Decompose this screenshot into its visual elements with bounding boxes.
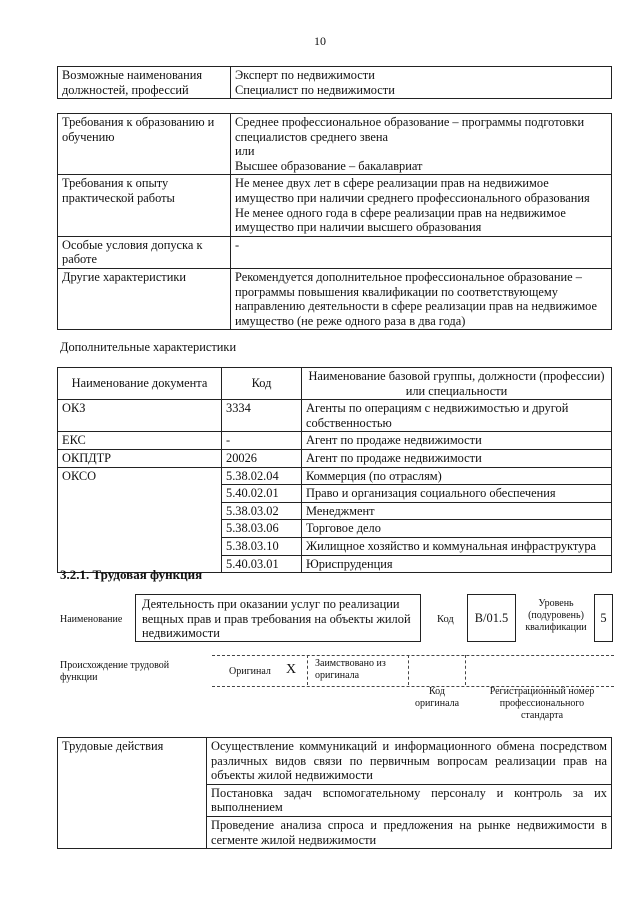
positions-values: Эксперт по недвижимости Специалист по недвижимости bbox=[231, 67, 612, 99]
function-level-value: 5 bbox=[600, 611, 607, 625]
origin-original-label: Оригинал bbox=[229, 666, 271, 677]
origin-divider bbox=[465, 655, 466, 685]
table-row bbox=[58, 467, 612, 485]
additional-caption: Дополнительные характеристики bbox=[60, 340, 237, 354]
function-level-box bbox=[594, 594, 613, 642]
requirement-row bbox=[58, 236, 612, 268]
positions-table bbox=[57, 66, 612, 99]
action-item: Постановка задач вспомогательному персоналу и контроль за их выполнением bbox=[207, 784, 612, 816]
cell-name: Торговое дело bbox=[302, 520, 612, 538]
cell-doc: ЕКС bbox=[58, 432, 222, 450]
function-code-box bbox=[467, 594, 516, 642]
function-level-label: Уровень (подуровень) квалификации bbox=[525, 598, 587, 633]
origin-borrowed-label: Заимствовано из оригинала bbox=[315, 658, 386, 681]
cell-name: Юриспруденция bbox=[302, 555, 612, 573]
table-row bbox=[58, 432, 612, 450]
cell-name: Агент по продаже недвижимости bbox=[302, 432, 612, 450]
requirement-row bbox=[58, 114, 612, 175]
requirement-label: Другие характеристики bbox=[58, 268, 231, 329]
cell-code: 5.38.02.04 bbox=[222, 467, 302, 485]
origin-original-mark: X bbox=[286, 662, 297, 677]
requirement-row bbox=[58, 268, 612, 329]
requirement-value: Рекомендуется дополнительное профессиональное образование – программы повышения квалификации по соответствующему направлению деятельности в сфере реализации прав на недвижимое имущество (не реже одного раза в два года) bbox=[231, 268, 612, 329]
action-item: Проведение анализа спроса и предложения на рынке недвижимости в сегменте жилой недвижимости bbox=[207, 816, 612, 848]
function-code-label: Код bbox=[437, 614, 454, 625]
action-item: Осуществление коммуникаций и информационного обмена посредством различных видов связи по первичным вопросам реализации прав на объекты жилой недвижимости bbox=[207, 738, 612, 785]
function-name-label: Наименование bbox=[60, 614, 123, 625]
origin-label: Происхождение трудовой функции bbox=[60, 660, 170, 683]
function-name-value: Деятельность при оказании услуг по реализации вещных прав и прав требования на объекты жилой недвижимости bbox=[142, 597, 411, 641]
cell-code: 5.38.03.06 bbox=[222, 520, 302, 538]
cell-code: 5.40.03.01 bbox=[222, 555, 302, 573]
cell-name: Агент по продаже недвижимости bbox=[302, 449, 612, 467]
requirement-label: Особые условия допуска к работе bbox=[58, 236, 231, 268]
cell-name: Коммерция (по отраслям) bbox=[302, 467, 612, 485]
cell-code: 20026 bbox=[222, 449, 302, 467]
cell-doc: ОКСО bbox=[58, 467, 222, 573]
actions-table bbox=[57, 737, 612, 849]
origin-reg-caption: Регистрационный номер профессионального стандарта bbox=[489, 686, 595, 721]
cell-name: Менеджмент bbox=[302, 502, 612, 520]
cell-code: 5.38.03.02 bbox=[222, 502, 302, 520]
positions-label: Возможные наименования должностей, профессий bbox=[58, 67, 231, 99]
origin-box bbox=[212, 655, 614, 687]
function-heading: 3.2.1. Трудовая функция bbox=[60, 567, 203, 582]
cell-code: 5.40.02.01 bbox=[222, 485, 302, 503]
additional-header-row bbox=[58, 368, 612, 400]
function-code-value: B/01.5 bbox=[474, 611, 509, 625]
cell-code: 5.38.03.10 bbox=[222, 537, 302, 555]
requirement-value: - bbox=[231, 236, 612, 268]
cell-name: Право и организация социального обеспечения bbox=[302, 485, 612, 503]
cell-doc: ОКПДТР bbox=[58, 449, 222, 467]
table-row bbox=[58, 738, 612, 785]
function-name-box bbox=[135, 594, 421, 642]
requirement-value: Среднее профессиональное образование – программы подготовки специалистов среднего звена или Высшее образование – бакалавриат bbox=[231, 114, 612, 175]
cell-code: - bbox=[222, 432, 302, 450]
requirement-row bbox=[58, 175, 612, 236]
origin-divider bbox=[408, 655, 409, 685]
requirement-value: Не менее двух лет в сфере реализации прав на недвижимое имущество при наличии среднего профессионального образования Не менее одного года в сфере реализации прав на недвижимое имущество при наличии высшего образования bbox=[231, 175, 612, 236]
origin-divider bbox=[307, 655, 308, 685]
actions-label: Трудовые действия bbox=[58, 738, 207, 849]
table-row bbox=[58, 400, 612, 432]
requirement-label: Требования к опыту практической работы bbox=[58, 175, 231, 236]
header-doc: Наименование документа bbox=[58, 368, 222, 400]
header-code: Код bbox=[222, 368, 302, 400]
cell-name: Жилищное хозяйство и коммунальная инфраструктура bbox=[302, 537, 612, 555]
cell-name: Агенты по операциям с недвижимостью и другой собственностью bbox=[302, 400, 612, 432]
requirements-table bbox=[57, 113, 612, 330]
origin-code-caption: Код оригинала bbox=[414, 686, 460, 709]
cell-doc: ОКЗ bbox=[58, 400, 222, 432]
additional-table bbox=[57, 367, 612, 573]
cell-code: 3334 bbox=[222, 400, 302, 432]
header-name: Наименование базовой группы, должности (профессии) или специальности bbox=[302, 368, 612, 400]
page-number: 10 bbox=[314, 34, 326, 48]
requirement-label: Требования к образованию и обучению bbox=[58, 114, 231, 175]
table-row bbox=[58, 449, 612, 467]
